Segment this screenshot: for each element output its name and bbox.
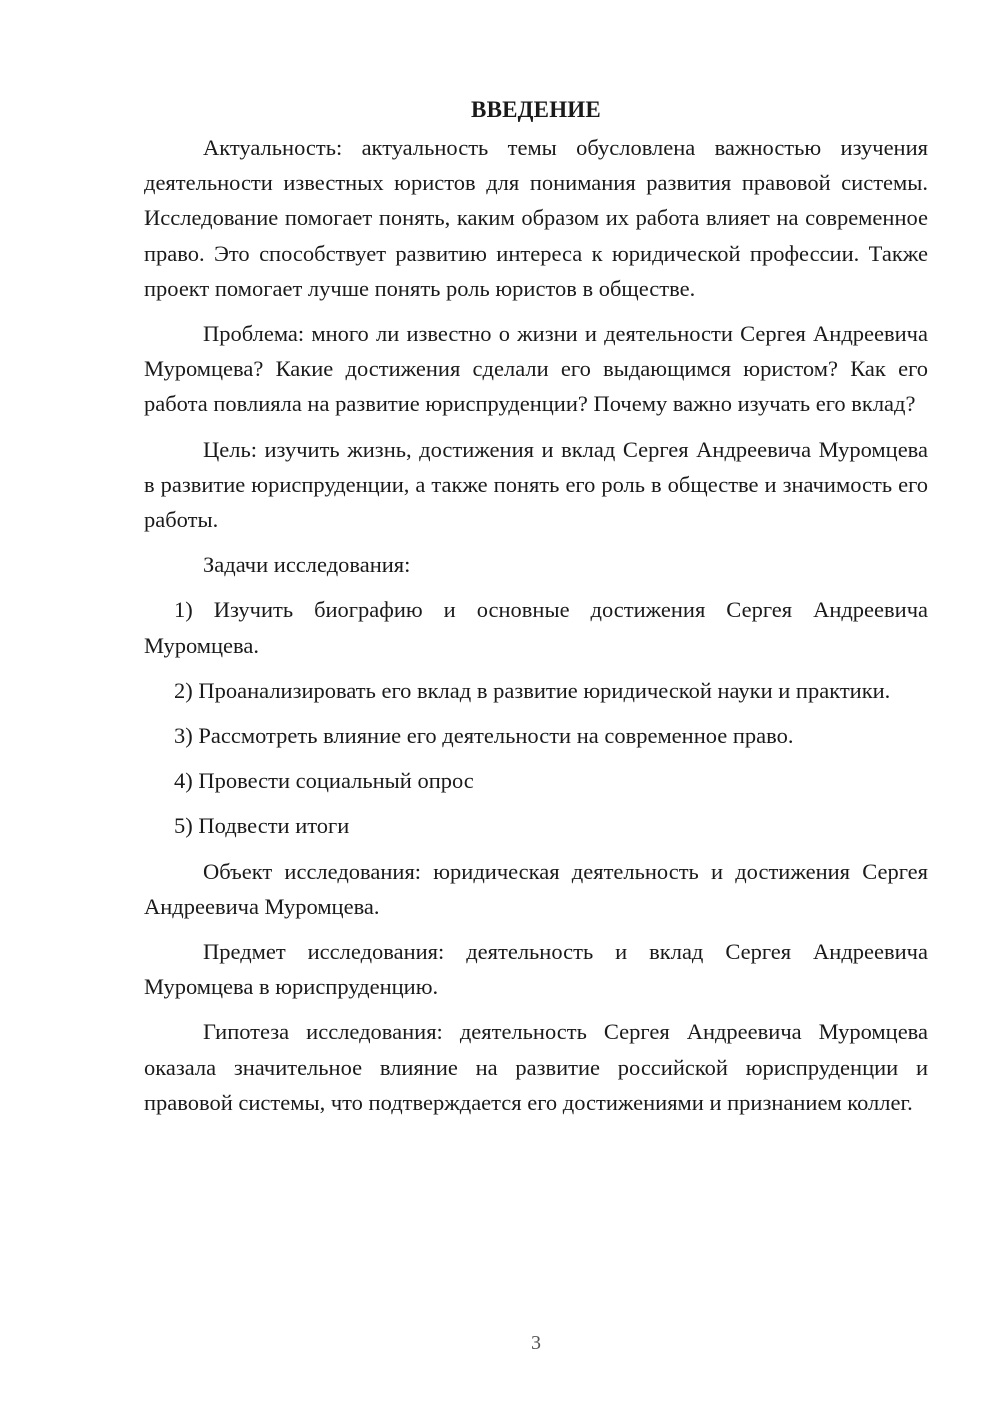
page-number: 3 (531, 1332, 541, 1354)
page-title: ВВЕДЕНИЕ (471, 97, 601, 122)
tasks-heading: Задачи исследования: (203, 552, 411, 578)
paragraph-object: Объект исследования: юридическая деятельность и достижения Сергея Андреевича Муромцева. (144, 858, 928, 919)
paragraph-relevance: Актуальность: актуальность темы обусловлена важностью изучения деятельности известных юристов для понимания развития правовой системы. Исследование помогает понять, каким образом их работа влияет на современное право. Это способствует развитию интереса к юридической профессии. Также проект помогает лучше понять роль юристов в обществе. (144, 135, 928, 301)
paragraph-hypothesis: Гипотеза исследования: деятельность Сергея Андреевича Муромцева оказала значительное влияние на развитие российской юриспруденции и правовой системы, что подтверждается его достижениями и признанием коллег. (144, 1019, 928, 1115)
task-item-3: 3) Рассмотреть влияние его деятельности на современное право. (174, 723, 794, 749)
paragraph-goal: Цель: изучить жизнь, достижения и вклад Сергея Андреевича Муромцева в развитие юриспруденции, а также понять его роль в обществе и значимость его работы. (144, 436, 928, 533)
task-item-2: 2) Проанализировать его вклад в развитие юридической науки и практики. (174, 677, 891, 703)
task-item-4: 4) Провести социальный опрос (174, 768, 474, 794)
document-page (144, 92, 928, 1130)
task-item-5: 5) Подвести итоги (174, 813, 350, 839)
paragraph-problem: Проблема: много ли известно о жизни и деятельности Сергея Андреевича Муромцева? Какие достижения сделали его выдающимся юристом? Как его работа повлияла на развитие юриспруденции? Почему важно изучать его вклад? (144, 321, 928, 417)
task-item-1: 1) Изучить биографию и основные достижения Сергея Андреевича Муромцева. (144, 597, 928, 658)
paragraph-subject: Предмет исследования: деятельность и вклад Сергея Андреевича Муромцева в юриспруденцию. (144, 939, 928, 1000)
